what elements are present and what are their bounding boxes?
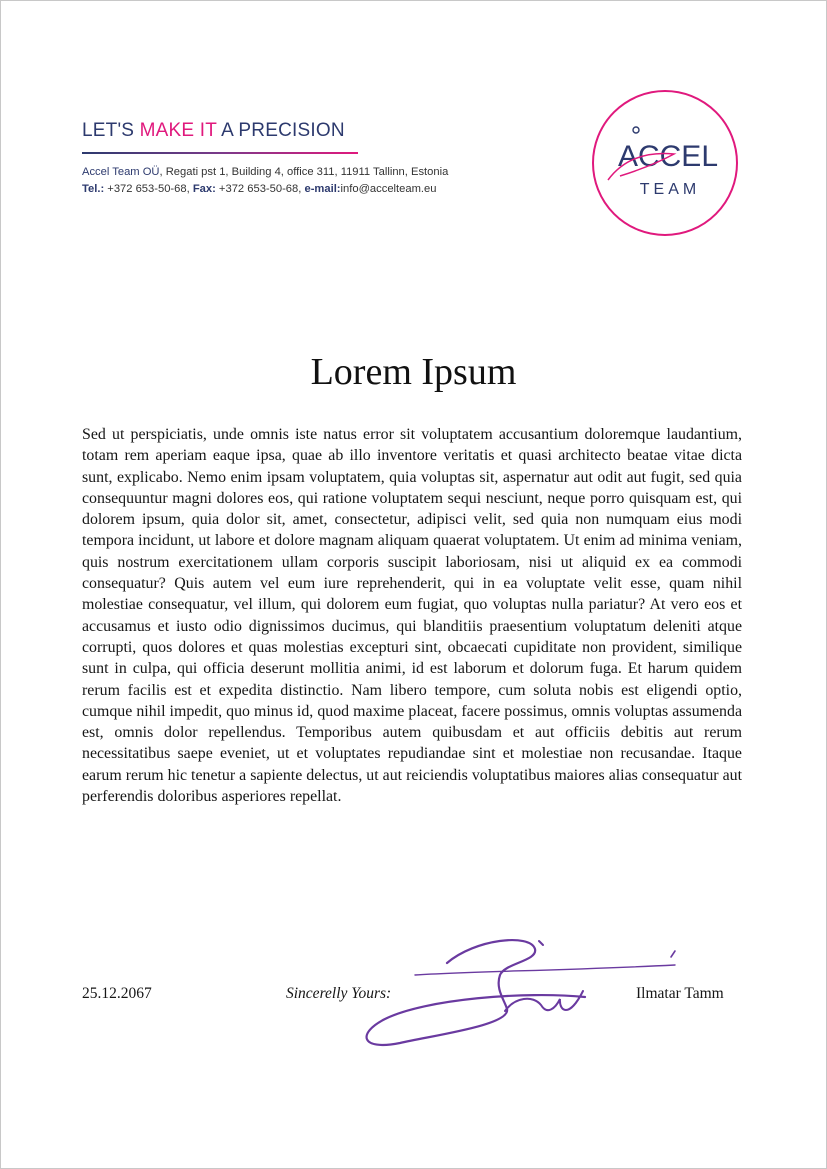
document-date: 25.12.2067 xyxy=(82,985,152,1002)
logo-word-top: ACCEL xyxy=(617,140,719,173)
handwritten-signature xyxy=(355,935,685,1050)
phone-line: Tel.: +372 653-50-68, Fax: +372 653-50-68, e-mail:info@accelteam.eu xyxy=(82,183,437,195)
accel-team-logo xyxy=(590,88,740,238)
address: , Regati pst 1, Building 4, office 311, 11911 Tallinn, Estonia xyxy=(159,166,449,178)
signer-name: Ilmatar Tamm xyxy=(636,985,724,1002)
contact-block xyxy=(82,164,448,198)
document-title: Lorem Ipsum xyxy=(310,351,517,393)
company-name: Accel Team OÜ xyxy=(82,166,160,178)
document-body: Sed ut perspiciatis, unde omnis iste natus error sit voluptatem accusantium doloremque laudantium, totam rem aperiam eaque ipsa, quae ab illo inventore veritatis et quasi architecto beatae vitae dicta sunt, explicabo. Nemo enim ipsam voluptatem, quia voluptas sit, aspernatur aut odit aut fugit, sed quia consequuntur magni dolores eos, qui ratione voluptatem sequi nesciunt, neque porro quisquam est, qui dolorem ipsum, quia dolor sit, amet, consectetur, adipisci velit, sed quia non numquam eius modi tempora incidunt, ut labore et dolore magnam aliquam quaerat voluptatem. Ut enim ad minima veniam, quis nostrum exercitationem ullam corporis suscipit laboriosam, nisi ut aliquid ex ea commodi consequatur? Quis autem vel eum iure reprehenderit, qui in ea voluptate velit esse, quam nihil molestiae consequatur, vel illum, qui dolorem eum fugiat, quo voluptas nulla pariatur? At vero eos et accusamus et iusto odio dignissimos ducimus, qui blanditiis praesentium voluptatum deleniti atque corrupti, quos dolores et quas molestias excepturi sint, obcaecati cupiditate non provident, similique sunt in culpa, qui officia deserunt mollitia animi, id est laborum et dolorum fuga. Et harum quidem rerum facilis est et expedita distinctio. Nam libero tempore, cum soluta nobis est eligendi optio, cumque nihil impedit, quo minus id, quod maxime placeat, facere possimus, omnis voluptas assumenda est, omnis dolor repellendus. Temporibus autem quibusdam et aut officiis debitis aut rerum necessitatibus saepe eveniet, ut et voluptates repudiandae sint et molestiae non recusandae. Itaque earum rerum hic tenetur a sapiente delectus, ut aut reiciendis voluptatibus maiores alias consequatur aut perferendis doloribus asperiores repellat. xyxy=(82,426,742,806)
tagline-underline xyxy=(82,152,358,154)
logo-compass-pivot xyxy=(633,127,639,133)
logo-word-bottom: TEAM xyxy=(639,181,701,198)
closing-phrase: Sincerelly Yours: xyxy=(286,985,392,1002)
email: info@accelteam.eu xyxy=(340,183,437,195)
company-tagline: LET'S MAKE IT A PRECISION xyxy=(82,120,345,141)
address-line xyxy=(82,164,448,181)
